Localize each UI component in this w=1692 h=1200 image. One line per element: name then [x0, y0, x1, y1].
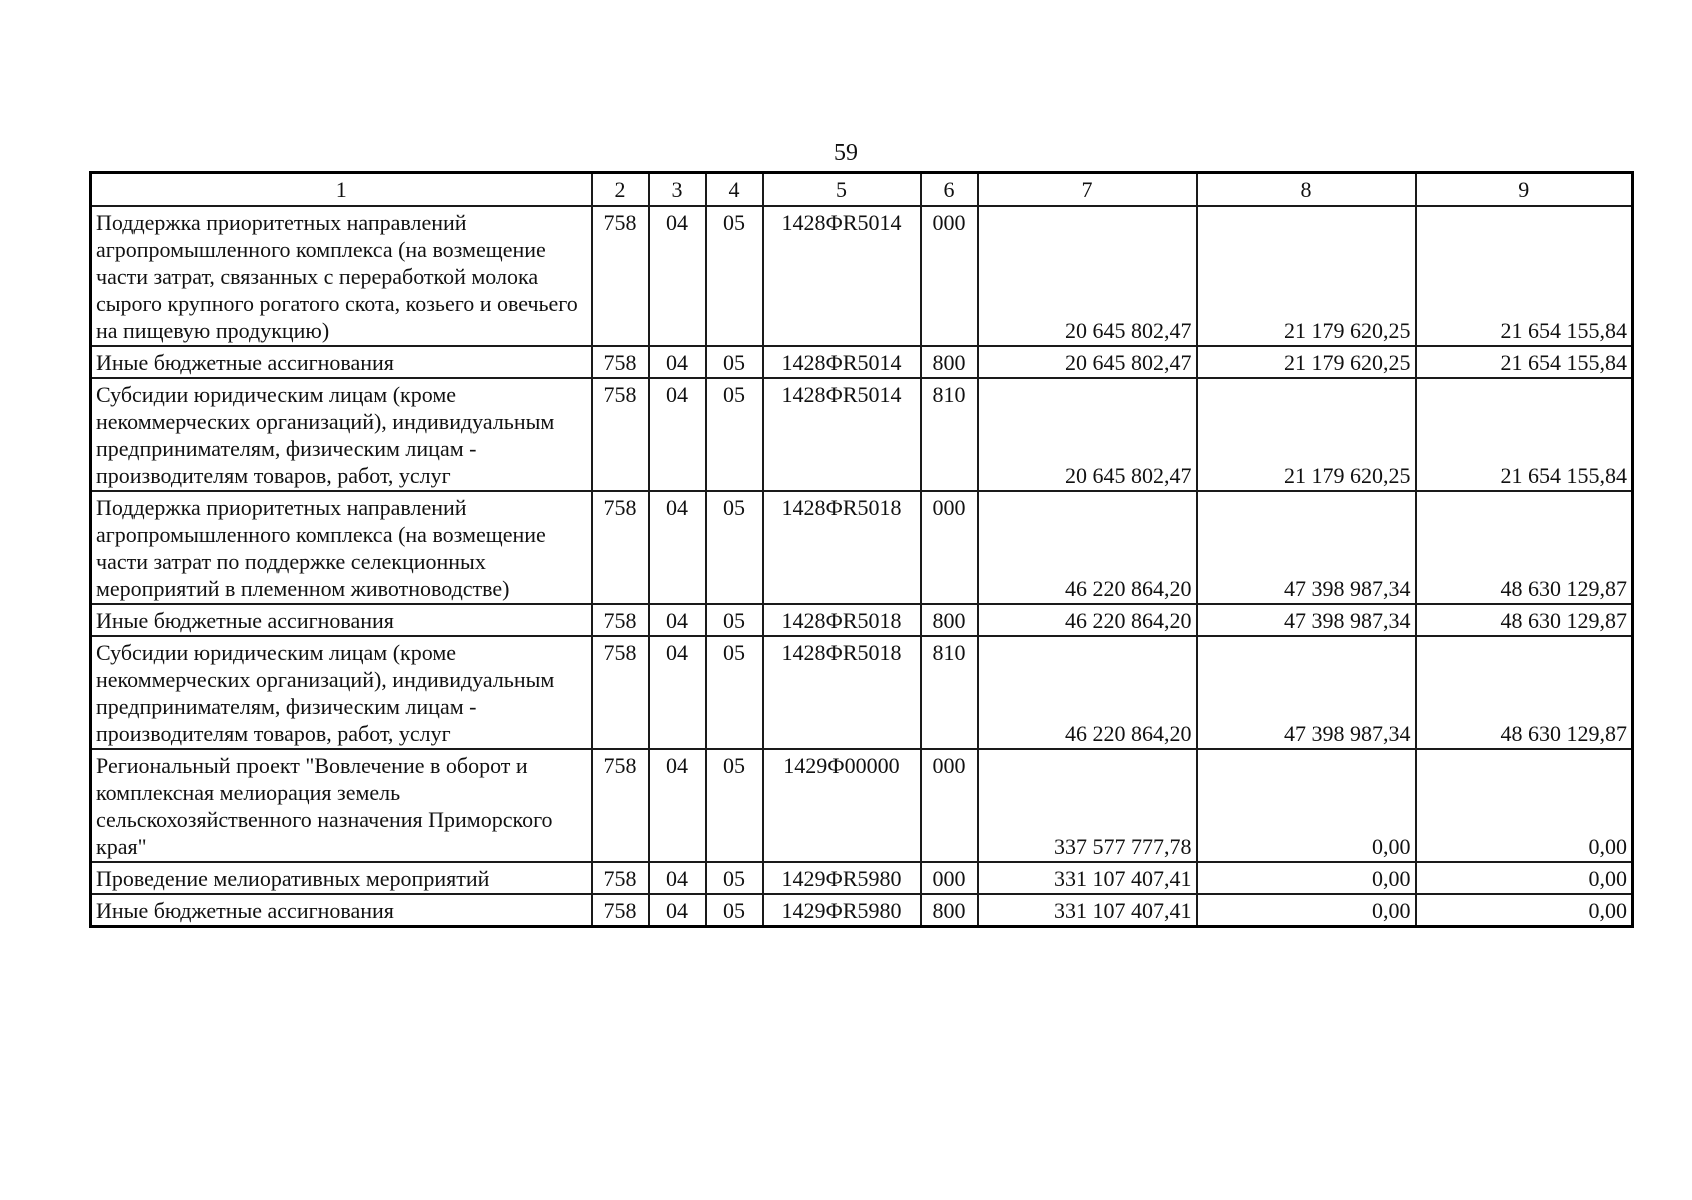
- code-cell-6: 000: [921, 749, 978, 862]
- amount-cell-8: 47 398 987,34: [1197, 491, 1416, 604]
- code-cell-5: 1428ФR5014: [763, 346, 921, 378]
- amount-cell-7: 331 107 407,41: [978, 862, 1197, 894]
- amount-cell-8: 0,00: [1197, 749, 1416, 862]
- budget-table: [89, 171, 1634, 928]
- amount-cell-8: 47 398 987,34: [1197, 636, 1416, 749]
- code-cell-3: 04: [649, 862, 706, 894]
- header-cell-5: 5: [763, 173, 921, 207]
- code-cell-6: 810: [921, 378, 978, 491]
- amount-cell-9: 48 630 129,87: [1416, 636, 1633, 749]
- amount-cell-9: 21 654 155,84: [1416, 346, 1633, 378]
- code-cell-5: 1428ФR5018: [763, 604, 921, 636]
- code-cell-4: 05: [706, 604, 763, 636]
- code-cell-3: 04: [649, 346, 706, 378]
- amount-cell-7: 337 577 777,78: [978, 749, 1197, 862]
- code-cell-5: 1428ФR5018: [763, 636, 921, 749]
- code-cell-6: 000: [921, 862, 978, 894]
- amount-cell-9: 48 630 129,87: [1416, 604, 1633, 636]
- header-cell-1: 1: [91, 173, 592, 207]
- code-cell-4: 05: [706, 636, 763, 749]
- code-cell-2: 758: [592, 346, 649, 378]
- table-row: [91, 894, 1633, 927]
- code-cell-6: 000: [921, 206, 978, 346]
- code-cell-3: 04: [649, 749, 706, 862]
- amount-cell-7: 331 107 407,41: [978, 894, 1197, 927]
- code-cell-2: 758: [592, 604, 649, 636]
- code-cell-5: 1429Ф00000: [763, 749, 921, 862]
- table-row: [91, 636, 1633, 749]
- amount-cell-9: 21 654 155,84: [1416, 206, 1633, 346]
- amount-cell-7: 46 220 864,20: [978, 604, 1197, 636]
- code-cell-6: 000: [921, 491, 978, 604]
- row-name-cell: Региональный проект "Вовлечение в оборот и комплексная мелиорация земель сельскохозяйственного назначения Приморского края": [91, 749, 592, 862]
- amount-cell-7: 20 645 802,47: [978, 206, 1197, 346]
- amount-cell-8: 0,00: [1197, 862, 1416, 894]
- row-name-cell: Субсидии юридическим лицам (кроме некоммерческих организаций), индивидуальным предпринимателям, физическим лицам - производителям товаров, работ, услуг: [91, 378, 592, 491]
- amount-cell-9: 0,00: [1416, 894, 1633, 927]
- header-row: [91, 173, 1633, 207]
- code-cell-5: 1428ФR5018: [763, 491, 921, 604]
- code-cell-3: 04: [649, 491, 706, 604]
- code-cell-2: 758: [592, 894, 649, 927]
- amount-cell-9: 0,00: [1416, 862, 1633, 894]
- header-cell-4: 4: [706, 173, 763, 207]
- code-cell-3: 04: [649, 604, 706, 636]
- table-row: [91, 491, 1633, 604]
- code-cell-2: 758: [592, 636, 649, 749]
- code-cell-4: 05: [706, 491, 763, 604]
- amount-cell-8: 47 398 987,34: [1197, 604, 1416, 636]
- code-cell-2: 758: [592, 491, 649, 604]
- code-cell-4: 05: [706, 206, 763, 346]
- amount-cell-8: 21 179 620,25: [1197, 206, 1416, 346]
- code-cell-2: 758: [592, 749, 649, 862]
- row-name-cell: Проведение мелиоративных мероприятий: [91, 862, 592, 894]
- code-cell-4: 05: [706, 894, 763, 927]
- code-cell-6: 800: [921, 346, 978, 378]
- row-name-cell: Поддержка приоритетных направлений агропромышленного комплекса (на возмещение части затрат по поддержке селекционных мероприятий в племенном животноводстве): [91, 491, 592, 604]
- code-cell-6: 810: [921, 636, 978, 749]
- code-cell-6: 800: [921, 894, 978, 927]
- table-row: [91, 862, 1633, 894]
- amount-cell-8: 21 179 620,25: [1197, 378, 1416, 491]
- row-name-cell: Поддержка приоритетных направлений агропромышленного комплекса (на возмещение части затрат, связанных с переработкой молока сырого крупного рогатого скота, козьего и овечьего на пищевую продукцию): [91, 206, 592, 346]
- amount-cell-7: 46 220 864,20: [978, 636, 1197, 749]
- table-row: [91, 378, 1633, 491]
- code-cell-5: 1428ФR5014: [763, 378, 921, 491]
- table-row: [91, 749, 1633, 862]
- header-cell-7: 7: [978, 173, 1197, 207]
- table-row: [91, 206, 1633, 346]
- code-cell-3: 04: [649, 894, 706, 927]
- code-cell-5: 1429ФR5980: [763, 862, 921, 894]
- code-cell-4: 05: [706, 862, 763, 894]
- table-row: [91, 604, 1633, 636]
- header-cell-6: 6: [921, 173, 978, 207]
- code-cell-2: 758: [592, 862, 649, 894]
- row-name-cell: Субсидии юридическим лицам (кроме некоммерческих организаций), индивидуальным предпринимателям, физическим лицам - производителям товаров, работ, услуг: [91, 636, 592, 749]
- table-row: [91, 346, 1633, 378]
- code-cell-5: 1429ФR5980: [763, 894, 921, 927]
- amount-cell-9: 48 630 129,87: [1416, 491, 1633, 604]
- amount-cell-8: 21 179 620,25: [1197, 346, 1416, 378]
- amount-cell-9: 0,00: [1416, 749, 1633, 862]
- amount-cell-7: 46 220 864,20: [978, 491, 1197, 604]
- header-cell-9: 9: [1416, 173, 1633, 207]
- code-cell-3: 04: [649, 378, 706, 491]
- amount-cell-8: 0,00: [1197, 894, 1416, 927]
- code-cell-2: 758: [592, 206, 649, 346]
- amount-cell-7: 20 645 802,47: [978, 378, 1197, 491]
- code-cell-4: 05: [706, 749, 763, 862]
- header-cell-2: 2: [592, 173, 649, 207]
- row-name-cell: Иные бюджетные ассигнования: [91, 604, 592, 636]
- header-cell-3: 3: [649, 173, 706, 207]
- code-cell-4: 05: [706, 346, 763, 378]
- code-cell-3: 04: [649, 636, 706, 749]
- code-cell-6: 800: [921, 604, 978, 636]
- code-cell-2: 758: [592, 378, 649, 491]
- row-name-cell: Иные бюджетные ассигнования: [91, 346, 592, 378]
- amount-cell-7: 20 645 802,47: [978, 346, 1197, 378]
- header-cell-8: 8: [1197, 173, 1416, 207]
- page-number: 59: [834, 140, 858, 166]
- code-cell-5: 1428ФR5014: [763, 206, 921, 346]
- code-cell-3: 04: [649, 206, 706, 346]
- amount-cell-9: 21 654 155,84: [1416, 378, 1633, 491]
- code-cell-4: 05: [706, 378, 763, 491]
- row-name-cell: Иные бюджетные ассигнования: [91, 894, 592, 927]
